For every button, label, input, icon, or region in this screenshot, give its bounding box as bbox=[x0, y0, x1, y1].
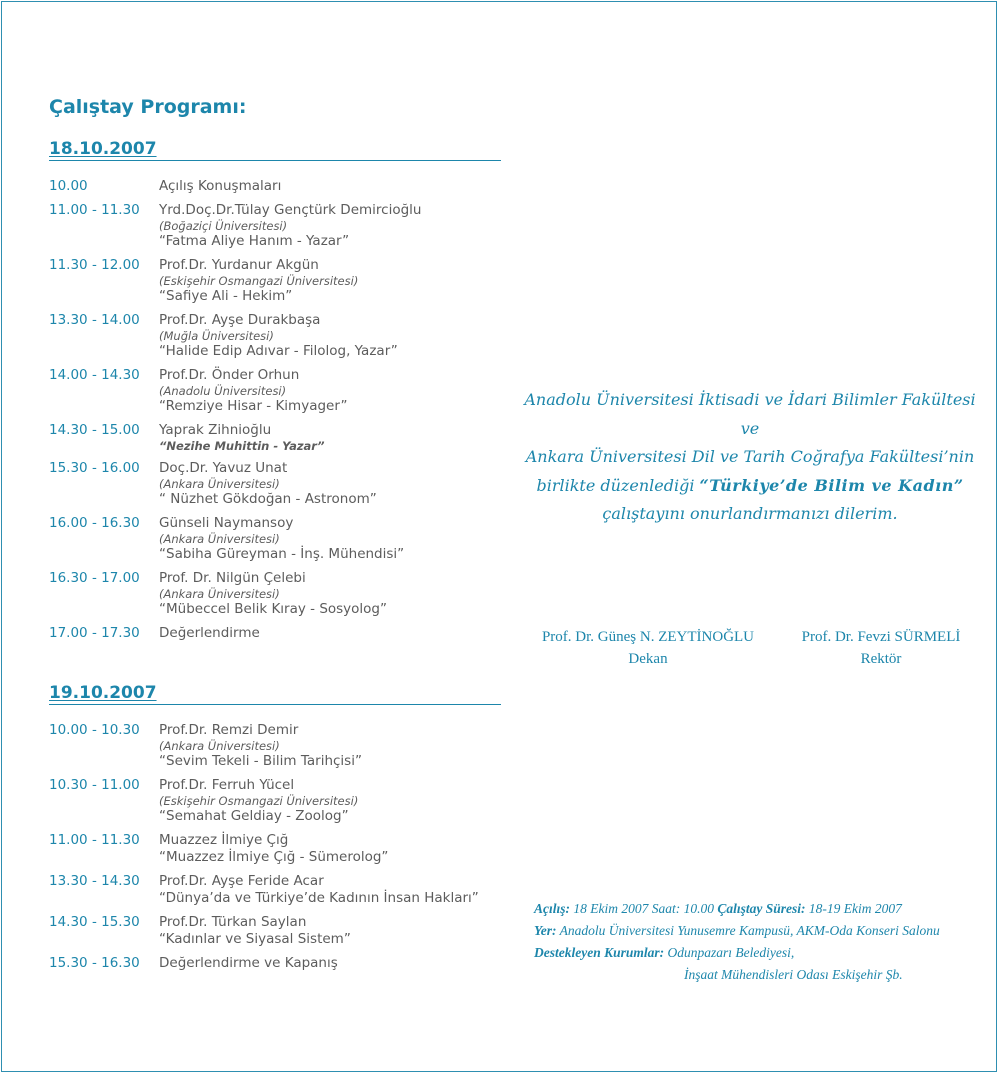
program-title: Çalıştay Programı: bbox=[49, 96, 247, 118]
session-time: 13.30 - 14.00 bbox=[49, 312, 140, 328]
session-affiliation: (Ankara Üniversitesi) bbox=[159, 739, 280, 753]
session-details bbox=[159, 955, 501, 972]
session-talk-title: “Mübeccel Belik Kıray - Sosyolog” bbox=[159, 601, 387, 617]
invitation-line: birlikte düzenlediği “Türkiye’de Bilim ve Kadın” bbox=[536, 475, 964, 495]
session-time: 14.30 - 15.30 bbox=[49, 914, 140, 930]
session-time: 17.00 - 17.30 bbox=[49, 625, 140, 641]
session-details bbox=[159, 515, 501, 563]
session-talk-title: “Semahat Geldiay - Zoolog” bbox=[159, 808, 349, 824]
session-time: 13.30 - 14.30 bbox=[49, 873, 140, 889]
session-time: 10.30 - 11.00 bbox=[49, 777, 140, 793]
session-affiliation: (Eskişehir Osmangazi Üniversitesi) bbox=[159, 794, 359, 808]
session-details bbox=[159, 178, 501, 195]
session-details bbox=[159, 722, 501, 770]
session-row bbox=[49, 515, 501, 563]
session-affiliation: (Anadolu Üniversitesi) bbox=[159, 384, 287, 398]
workshop-name: “Türkiye’de Bilim ve Kadın” bbox=[699, 475, 964, 495]
session-row bbox=[49, 832, 501, 866]
session-speaker: Değerlendirme ve Kapanış bbox=[159, 955, 338, 971]
session-details bbox=[159, 257, 501, 305]
session-details bbox=[159, 832, 501, 866]
session-talk-title: “Sevim Tekeli - Bilim Tarihçisi” bbox=[159, 753, 362, 769]
session-speaker: Prof. Dr. Nilgün Çelebi bbox=[159, 570, 306, 586]
invitation-line: ve bbox=[740, 418, 760, 438]
session-affiliation: (Ankara Üniversitesi) bbox=[159, 587, 280, 601]
supporters-info-cont: İnşaat Mühendisleri Odası Eskişehir Şb. bbox=[684, 967, 903, 982]
signature-rector bbox=[788, 626, 974, 670]
day-2-date-heading: 19.10.2007 bbox=[49, 682, 501, 705]
session-row bbox=[49, 367, 501, 415]
session-time: 16.00 - 16.30 bbox=[49, 515, 140, 531]
session-speaker: Prof.Dr. Remzi Demir bbox=[159, 722, 299, 738]
session-speaker: Yaprak Zihnioğlu bbox=[159, 422, 272, 438]
session-speaker: Prof.Dr. Ferruh Yücel bbox=[159, 777, 295, 793]
invitation-text bbox=[520, 386, 980, 529]
session-affiliation: (Boğaziçi Üniversitesi) bbox=[159, 219, 288, 233]
session-talk-title: “ Nüzhet Gökdoğan - Astronom” bbox=[159, 491, 377, 507]
session-details bbox=[159, 914, 501, 948]
session-talk-title: “Sabiha Güreyman - İnş. Mühendisi” bbox=[159, 546, 405, 562]
signatory-title: Dekan bbox=[628, 651, 668, 667]
session-time: 11.00 - 11.30 bbox=[49, 832, 140, 848]
session-speaker: Prof.Dr. Ayşe Feride Acar bbox=[159, 873, 324, 889]
invitation-line: Ankara Üniversitesi Dil ve Tarih Coğrafya Fakültesi’nin bbox=[525, 447, 975, 466]
session-talk-title: “Remziye Hisar - Kimyager” bbox=[159, 398, 348, 414]
session-row bbox=[49, 312, 501, 360]
session-speaker: Doç.Dr. Yavuz Unat bbox=[159, 460, 288, 476]
session-row bbox=[49, 625, 501, 642]
session-speaker: Prof.Dr. Yurdanur Akgün bbox=[159, 257, 319, 273]
invitation-line: çalıştayını onurlandırmanızı dilerim. bbox=[602, 504, 898, 523]
session-time: 15.30 - 16.00 bbox=[49, 460, 140, 476]
session-time: 14.30 - 15.00 bbox=[49, 422, 140, 438]
session-time: 10.00 bbox=[49, 178, 88, 194]
opening-info: Açılış: 18 Ekim 2007 Saat: 10.00 Çalıştay Süresi: 18-19 Ekim 2007 bbox=[534, 901, 902, 916]
session-time: 16.30 - 17.00 bbox=[49, 570, 140, 586]
session-affiliation: (Eskişehir Osmangazi Üniversitesi) bbox=[159, 274, 359, 288]
session-speaker: Muazzez İlmiye Çığ bbox=[159, 832, 289, 848]
session-details bbox=[159, 422, 501, 453]
session-affiliation: (Ankara Üniversitesi) bbox=[159, 477, 280, 491]
session-speaker: Prof.Dr. Türkan Saylan bbox=[159, 914, 307, 930]
session-affiliation: “Nezihe Muhittin - Yazar” bbox=[159, 439, 325, 453]
signature-dean bbox=[526, 626, 770, 670]
session-details bbox=[159, 873, 501, 907]
session-speaker: Prof.Dr. Ayşe Durakbaşa bbox=[159, 312, 321, 328]
session-speaker: Değerlendirme bbox=[159, 625, 260, 641]
session-row bbox=[49, 422, 501, 453]
session-talk-title: “Dünya’da ve Türkiye’de Kadının İnsan Hakları” bbox=[159, 890, 479, 906]
event-info bbox=[534, 898, 974, 986]
session-speaker: Açılış Konuşmaları bbox=[159, 178, 282, 194]
session-details bbox=[159, 202, 501, 250]
session-affiliation: (Ankara Üniversitesi) bbox=[159, 532, 280, 546]
session-time: 11.00 - 11.30 bbox=[49, 202, 140, 218]
session-row bbox=[49, 777, 501, 825]
session-time: 11.30 - 12.00 bbox=[49, 257, 140, 273]
session-row bbox=[49, 178, 501, 195]
session-details bbox=[159, 460, 501, 508]
session-talk-title: “Safiye Ali - Hekim” bbox=[159, 288, 293, 304]
supporters-info: Destekleyen Kurumlar: Odunpazarı Belediyesi, bbox=[534, 945, 795, 960]
session-row bbox=[49, 570, 501, 618]
session-speaker: Yrd.Doç.Dr.Tülay Gençtürk Demircioğlu bbox=[159, 202, 422, 218]
session-row bbox=[49, 914, 501, 948]
invitation-line: Anadolu Üniversitesi İktisadi ve İdari Bilimler Fakültesi bbox=[524, 390, 976, 409]
session-row bbox=[49, 955, 501, 972]
day-2-schedule bbox=[49, 682, 501, 979]
venue-info: Yer: Anadolu Üniversitesi Yunusemre Kampusü, AKM-Oda Konseri Salonu bbox=[534, 923, 940, 938]
session-talk-title: “Muazzez İlmiye Çığ - Sümerolog” bbox=[159, 849, 389, 865]
signatory-title: Rektör bbox=[860, 651, 902, 667]
session-time: 14.00 - 14.30 bbox=[49, 367, 140, 383]
session-row bbox=[49, 257, 501, 305]
session-details bbox=[159, 777, 501, 825]
session-details bbox=[159, 312, 501, 360]
session-row bbox=[49, 722, 501, 770]
session-details bbox=[159, 625, 501, 642]
session-row bbox=[49, 873, 501, 907]
session-details bbox=[159, 570, 501, 618]
session-row bbox=[49, 202, 501, 250]
session-speaker: Günseli Naymansoy bbox=[159, 515, 294, 531]
session-talk-title: “Kadınlar ve Siyasal Sistem” bbox=[159, 931, 351, 947]
day-1-date-heading: 18.10.2007 bbox=[49, 138, 501, 161]
session-talk-title: “Halide Edip Adıvar - Filolog, Yazar” bbox=[159, 343, 398, 359]
session-time: 10.00 - 10.30 bbox=[49, 722, 140, 738]
signatory-name: Prof. Dr. Fevzi SÜRMELİ bbox=[801, 629, 961, 645]
session-speaker: Prof.Dr. Önder Orhun bbox=[159, 367, 300, 383]
session-time: 15.30 - 16.30 bbox=[49, 955, 140, 971]
session-talk-title: “Fatma Aliye Hanım - Yazar” bbox=[159, 233, 350, 249]
session-affiliation: (Muğla Üniversitesi) bbox=[159, 329, 274, 343]
signatory-name: Prof. Dr. Güneş N. ZEYTİNOĞLU bbox=[541, 629, 755, 645]
session-details bbox=[159, 367, 501, 415]
session-row bbox=[49, 460, 501, 508]
day-1-schedule bbox=[49, 138, 501, 649]
